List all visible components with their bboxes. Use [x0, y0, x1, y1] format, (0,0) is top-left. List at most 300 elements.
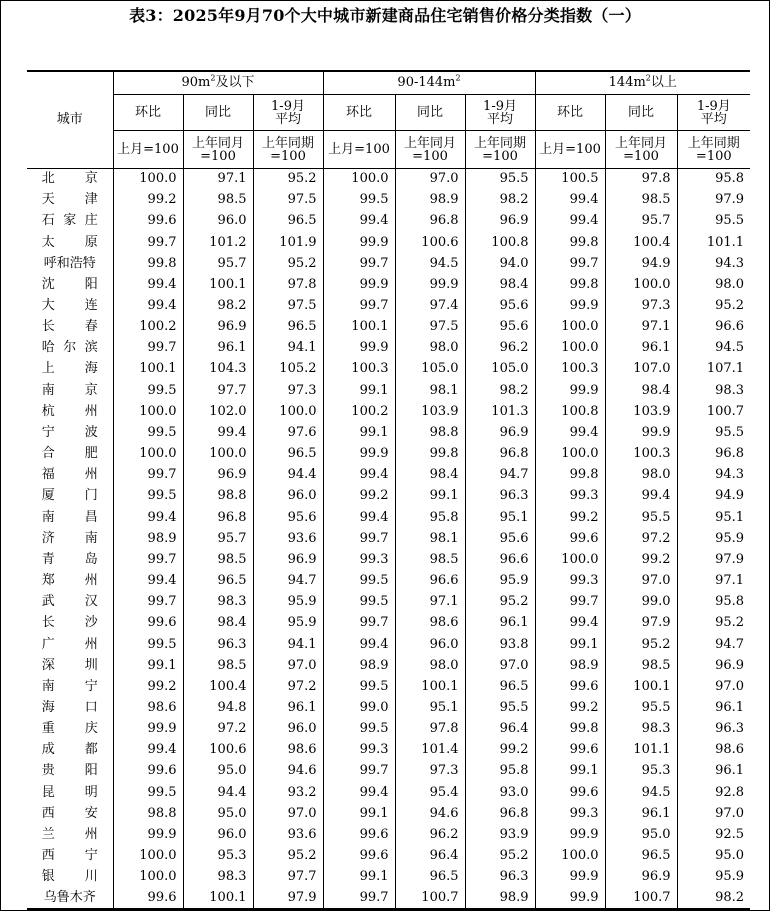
index-value: 98.3 [605, 719, 677, 740]
index-value: 98.8 [113, 803, 183, 824]
index-value: 99.5 [113, 782, 183, 803]
index-value: 96.9 [183, 317, 253, 338]
table-row [27, 401, 750, 422]
index-value: 97.8 [253, 274, 323, 295]
index-value: 99.7 [113, 338, 183, 359]
index-value: 98.5 [183, 655, 253, 676]
index-value: 101.9 [253, 232, 323, 253]
index-value: 95.7 [183, 253, 253, 274]
index-value: 99.6 [535, 528, 605, 549]
table-row [27, 507, 750, 528]
index-value: 100.7 [395, 888, 465, 909]
index-value: 99.7 [113, 549, 183, 570]
col-avg: 1-9月 平均 [677, 95, 750, 131]
table-row [27, 613, 750, 634]
index-value: 98.0 [395, 338, 465, 359]
index-value: 97.3 [253, 380, 323, 401]
city-label: 南 宁 [41, 678, 98, 694]
index-value: 95.2 [465, 846, 535, 867]
index-value: 95.1 [465, 507, 535, 528]
index-value: 101.1 [605, 740, 677, 761]
city-name [27, 846, 113, 867]
city-name [27, 867, 113, 888]
index-value: 98.8 [183, 486, 253, 507]
city-name [27, 274, 113, 295]
group-header-small: $90m^2$及以下 [113, 71, 323, 95]
index-value: 96.6 [465, 549, 535, 570]
index-value: 95.9 [465, 570, 535, 591]
index-value: 95.2 [677, 295, 750, 316]
index-value: 95.0 [605, 824, 677, 845]
index-value: 99.9 [113, 824, 183, 845]
index-value: 95.5 [677, 211, 750, 232]
city-label: 北 京 [41, 171, 98, 187]
city-label: 武 汉 [41, 594, 98, 610]
table-row [27, 253, 750, 274]
index-value: 93.6 [253, 528, 323, 549]
city-name [27, 740, 113, 761]
index-value: 100.3 [535, 359, 605, 380]
index-value: 96.6 [395, 570, 465, 591]
index-value: 99.7 [323, 613, 395, 634]
index-value: 100.0 [113, 846, 183, 867]
table-header [27, 71, 750, 169]
index-value: 101.2 [183, 232, 253, 253]
table-row [27, 676, 750, 697]
city-name [27, 761, 113, 782]
index-value: 99.4 [535, 613, 605, 634]
index-value: 97.0 [677, 676, 750, 697]
col-avg: 1-9月 平均 [253, 95, 323, 131]
index-value: 95.9 [677, 867, 750, 888]
city-label: 太 原 [41, 234, 98, 250]
index-value: 95.5 [605, 697, 677, 718]
index-value: 99.1 [535, 634, 605, 655]
index-value: 100.2 [323, 401, 395, 422]
index-value: 100.0 [113, 867, 183, 888]
index-value: 97.2 [605, 528, 677, 549]
table-row [27, 528, 750, 549]
index-value: 93.9 [465, 824, 535, 845]
index-value: 99.9 [535, 380, 605, 401]
index-value: 96.0 [183, 211, 253, 232]
index-value: 99.9 [323, 274, 395, 295]
city-label: 南 昌 [41, 509, 98, 525]
index-value: 96.5 [183, 570, 253, 591]
index-value: 98.2 [465, 380, 535, 401]
index-value: 95.2 [253, 846, 323, 867]
table-row [27, 782, 750, 803]
index-value: 98.3 [183, 592, 253, 613]
index-value: 96.1 [605, 338, 677, 359]
city-label: 长 沙 [41, 615, 98, 631]
index-value: 98.5 [395, 549, 465, 570]
index-value: 100.7 [677, 401, 750, 422]
index-value: 99.9 [323, 444, 395, 465]
index-value: 97.2 [183, 719, 253, 740]
city-label: 西 安 [41, 805, 98, 821]
index-value: 100.0 [535, 317, 605, 338]
index-value: 99.5 [113, 422, 183, 443]
city-name [27, 634, 113, 655]
index-value: 98.5 [183, 549, 253, 570]
index-value: 94.6 [395, 803, 465, 824]
index-value: 97.0 [253, 655, 323, 676]
table-row [27, 274, 750, 295]
index-value: 96.1 [253, 697, 323, 718]
city-name [27, 719, 113, 740]
index-value: 97.0 [605, 570, 677, 591]
index-value: 99.5 [113, 634, 183, 655]
city-name [27, 824, 113, 845]
table-row [27, 444, 750, 465]
index-value: 107.0 [605, 359, 677, 380]
index-value: 96.3 [183, 634, 253, 655]
index-value: 99.2 [323, 486, 395, 507]
city-label: 乌鲁木齐 [43, 889, 96, 905]
index-value: 97.4 [395, 295, 465, 316]
index-value: 96.1 [677, 697, 750, 718]
index-value: 101.3 [465, 401, 535, 422]
city-label: 深 圳 [41, 657, 98, 673]
index-value: 100.0 [605, 274, 677, 295]
index-value: 94.8 [183, 697, 253, 718]
index-value: 99.7 [323, 528, 395, 549]
index-value: 99.4 [113, 274, 183, 295]
col-avg: 1-9月 平均 [465, 95, 535, 131]
index-value: 95.2 [253, 253, 323, 274]
city-name [27, 338, 113, 359]
index-value: 100.1 [113, 359, 183, 380]
index-value: 99.5 [113, 380, 183, 401]
index-value: 95.0 [677, 846, 750, 867]
index-value: 99.7 [535, 253, 605, 274]
table-row [27, 295, 750, 316]
index-value: 98.0 [677, 274, 750, 295]
index-value: 99.4 [323, 782, 395, 803]
city-label: 沈 阳 [41, 276, 98, 292]
index-value: 100.4 [605, 232, 677, 253]
city-name [27, 465, 113, 486]
index-value: 96.8 [395, 211, 465, 232]
index-value: 97.8 [605, 169, 677, 190]
city-label: 贵 阳 [41, 763, 98, 779]
city-name [27, 211, 113, 232]
table-row [27, 846, 750, 867]
index-value: 95.8 [677, 169, 750, 190]
index-value: 96.5 [465, 676, 535, 697]
index-value: 101.4 [395, 740, 465, 761]
index-value: 98.5 [605, 190, 677, 211]
table-row [27, 634, 750, 655]
index-value: 95.6 [465, 528, 535, 549]
table-row [27, 719, 750, 740]
index-value: 99.6 [113, 888, 183, 909]
index-value: 99.7 [113, 232, 183, 253]
city-label: 宁 波 [41, 424, 98, 440]
index-value: 94.5 [395, 253, 465, 274]
index-value: 95.6 [465, 317, 535, 338]
index-value: 98.5 [183, 190, 253, 211]
city-label: 上 海 [41, 361, 98, 377]
index-value: 99.9 [323, 232, 395, 253]
index-value: 99.3 [535, 570, 605, 591]
index-value: 99.1 [323, 803, 395, 824]
table-row [27, 761, 750, 782]
city-label: 广 州 [41, 636, 98, 652]
city-label: 哈 尔 滨 [41, 340, 98, 356]
index-value: 94.3 [677, 465, 750, 486]
index-value: 97.2 [253, 676, 323, 697]
index-value: 100.8 [535, 401, 605, 422]
city-name [27, 570, 113, 591]
index-value: 95.0 [183, 803, 253, 824]
city-name [27, 549, 113, 570]
index-value: 95.9 [253, 592, 323, 613]
index-value: 100.3 [323, 359, 395, 380]
group-header-medium: $90-144m^2$ [323, 71, 535, 95]
index-value: 105.0 [465, 359, 535, 380]
column-header-row [27, 95, 750, 131]
index-value: 95.0 [183, 761, 253, 782]
index-value: 105.0 [395, 359, 465, 380]
index-value: 97.3 [395, 761, 465, 782]
index-value: 97.5 [253, 190, 323, 211]
index-value: 94.3 [677, 253, 750, 274]
price-index-table [27, 70, 750, 910]
city-name [27, 803, 113, 824]
table-row [27, 824, 750, 845]
index-value: 98.8 [395, 422, 465, 443]
city-label: 成 都 [41, 742, 98, 758]
index-value: 96.8 [465, 444, 535, 465]
index-value: 98.4 [465, 274, 535, 295]
index-value: 93.0 [465, 782, 535, 803]
index-value: 96.9 [605, 867, 677, 888]
index-value: 99.9 [113, 719, 183, 740]
index-value: 99.8 [535, 465, 605, 486]
index-value: 100.1 [395, 676, 465, 697]
index-value: 98.0 [395, 655, 465, 676]
index-value: 99.4 [323, 211, 395, 232]
index-value: 99.9 [535, 824, 605, 845]
index-value: 98.6 [253, 740, 323, 761]
index-value: 96.1 [677, 761, 750, 782]
index-value: 95.8 [465, 761, 535, 782]
index-value: 96.5 [253, 444, 323, 465]
index-value: 99.7 [113, 592, 183, 613]
index-value: 98.9 [323, 655, 395, 676]
city-header: 城市 [27, 71, 113, 169]
table-row [27, 740, 750, 761]
index-value: 95.7 [183, 528, 253, 549]
index-value: 99.6 [323, 824, 395, 845]
index-value: 100.0 [113, 444, 183, 465]
index-value: 99.9 [395, 274, 465, 295]
index-value: 99.7 [323, 761, 395, 782]
index-value: 100.0 [113, 401, 183, 422]
index-value: 100.0 [535, 549, 605, 570]
index-value: 99.2 [113, 676, 183, 697]
index-value: 94.7 [677, 634, 750, 655]
index-value: 96.4 [395, 846, 465, 867]
index-value: 94.7 [253, 570, 323, 591]
city-label: 青 岛 [41, 551, 98, 567]
city-name [27, 359, 113, 380]
index-value: 95.2 [465, 592, 535, 613]
index-value: 99.8 [113, 253, 183, 274]
city-name [27, 295, 113, 316]
base-yoy: 上年同月 =100 [183, 131, 253, 169]
index-value: 100.8 [465, 232, 535, 253]
city-name [27, 697, 113, 718]
index-value: 100.2 [113, 317, 183, 338]
base-avg: 上年同期 =100 [253, 131, 323, 169]
index-value: 96.1 [605, 803, 677, 824]
index-value: 99.3 [323, 740, 395, 761]
index-value: 95.6 [465, 295, 535, 316]
index-value: 100.4 [183, 676, 253, 697]
city-name [27, 169, 113, 190]
index-value: 96.2 [395, 824, 465, 845]
index-value: 94.1 [253, 634, 323, 655]
base-avg: 上年同期 =100 [465, 131, 535, 169]
index-value: 96.3 [465, 867, 535, 888]
table-row [27, 422, 750, 443]
city-name [27, 655, 113, 676]
index-value: 94.4 [253, 465, 323, 486]
table-row [27, 486, 750, 507]
index-value: 96.9 [253, 549, 323, 570]
index-value: 92.8 [677, 782, 750, 803]
index-value: 98.6 [395, 613, 465, 634]
index-value: 97.1 [183, 169, 253, 190]
city-label: 兰 州 [41, 826, 98, 842]
index-value: 99.4 [323, 634, 395, 655]
index-value: 95.9 [677, 528, 750, 549]
index-value: 99.7 [323, 888, 395, 909]
index-value: 99.1 [395, 486, 465, 507]
index-value: 95.7 [605, 211, 677, 232]
index-value: 98.4 [605, 380, 677, 401]
index-value: 100.5 [535, 169, 605, 190]
base-yoy: 上年同月 =100 [395, 131, 465, 169]
index-value: 99.4 [113, 295, 183, 316]
index-value: 95.5 [465, 169, 535, 190]
table-row [27, 592, 750, 613]
index-value: 97.7 [183, 380, 253, 401]
table-row [27, 549, 750, 570]
index-value: 99.6 [323, 846, 395, 867]
index-value: 100.1 [183, 274, 253, 295]
index-value: 96.8 [183, 507, 253, 528]
index-value: 98.1 [395, 528, 465, 549]
city-label: 长 春 [41, 319, 98, 335]
table-row [27, 697, 750, 718]
city-name [27, 317, 113, 338]
index-value: 99.8 [395, 444, 465, 465]
index-value: 96.9 [465, 422, 535, 443]
index-value: 100.0 [113, 169, 183, 190]
index-value: 92.5 [677, 824, 750, 845]
base-header-row [27, 131, 750, 169]
index-value: 97.9 [605, 613, 677, 634]
index-value: 98.3 [183, 867, 253, 888]
index-value: 98.6 [677, 740, 750, 761]
index-value: 95.2 [677, 613, 750, 634]
index-value: 97.9 [677, 549, 750, 570]
index-value: 99.6 [113, 761, 183, 782]
index-value: 95.9 [253, 613, 323, 634]
index-value: 94.5 [605, 782, 677, 803]
index-value: 93.6 [253, 824, 323, 845]
index-value: 99.2 [113, 190, 183, 211]
table-row [27, 359, 750, 380]
index-value: 102.0 [183, 401, 253, 422]
index-value: 97.1 [605, 317, 677, 338]
index-value: 100.0 [253, 401, 323, 422]
index-value: 95.5 [677, 422, 750, 443]
index-value: 99.6 [535, 676, 605, 697]
index-value: 99.5 [323, 592, 395, 613]
city-label: 南 京 [41, 382, 98, 398]
index-value: 99.1 [323, 422, 395, 443]
table-row [27, 190, 750, 211]
index-value: 99.1 [323, 867, 395, 888]
index-value: 96.9 [465, 211, 535, 232]
index-value: 96.5 [605, 846, 677, 867]
index-value: 98.0 [605, 465, 677, 486]
city-label: 杭 州 [41, 403, 98, 419]
index-value: 99.4 [605, 486, 677, 507]
index-value: 99.3 [323, 549, 395, 570]
index-value: 98.9 [113, 528, 183, 549]
index-value: 100.1 [605, 676, 677, 697]
index-value: 94.7 [465, 465, 535, 486]
index-value: 99.7 [323, 295, 395, 316]
index-value: 99.9 [535, 867, 605, 888]
city-name [27, 190, 113, 211]
index-value: 96.0 [253, 719, 323, 740]
city-label: 郑 州 [41, 573, 98, 589]
index-value: 93.8 [465, 634, 535, 655]
table-row [27, 317, 750, 338]
col-mom: 环比 [323, 95, 395, 131]
index-value: 98.9 [395, 190, 465, 211]
index-value: 100.1 [183, 888, 253, 909]
index-value: 99.2 [605, 549, 677, 570]
index-value: 94.6 [253, 761, 323, 782]
index-value: 99.4 [323, 507, 395, 528]
index-value: 95.5 [605, 507, 677, 528]
city-label: 银 川 [41, 869, 98, 885]
index-value: 99.0 [605, 592, 677, 613]
col-yoy: 同比 [605, 95, 677, 131]
index-value: 97.0 [677, 803, 750, 824]
index-value: 100.0 [535, 338, 605, 359]
index-value: 97.5 [395, 317, 465, 338]
index-value: 98.9 [465, 888, 535, 909]
index-value: 99.7 [113, 465, 183, 486]
index-value: 99.6 [113, 613, 183, 634]
index-value: 96.3 [465, 486, 535, 507]
city-name [27, 422, 113, 443]
index-value: 97.7 [253, 867, 323, 888]
index-value: 99.7 [323, 253, 395, 274]
index-value: 99.4 [535, 190, 605, 211]
index-value: 96.2 [465, 338, 535, 359]
index-value: 99.2 [535, 697, 605, 718]
